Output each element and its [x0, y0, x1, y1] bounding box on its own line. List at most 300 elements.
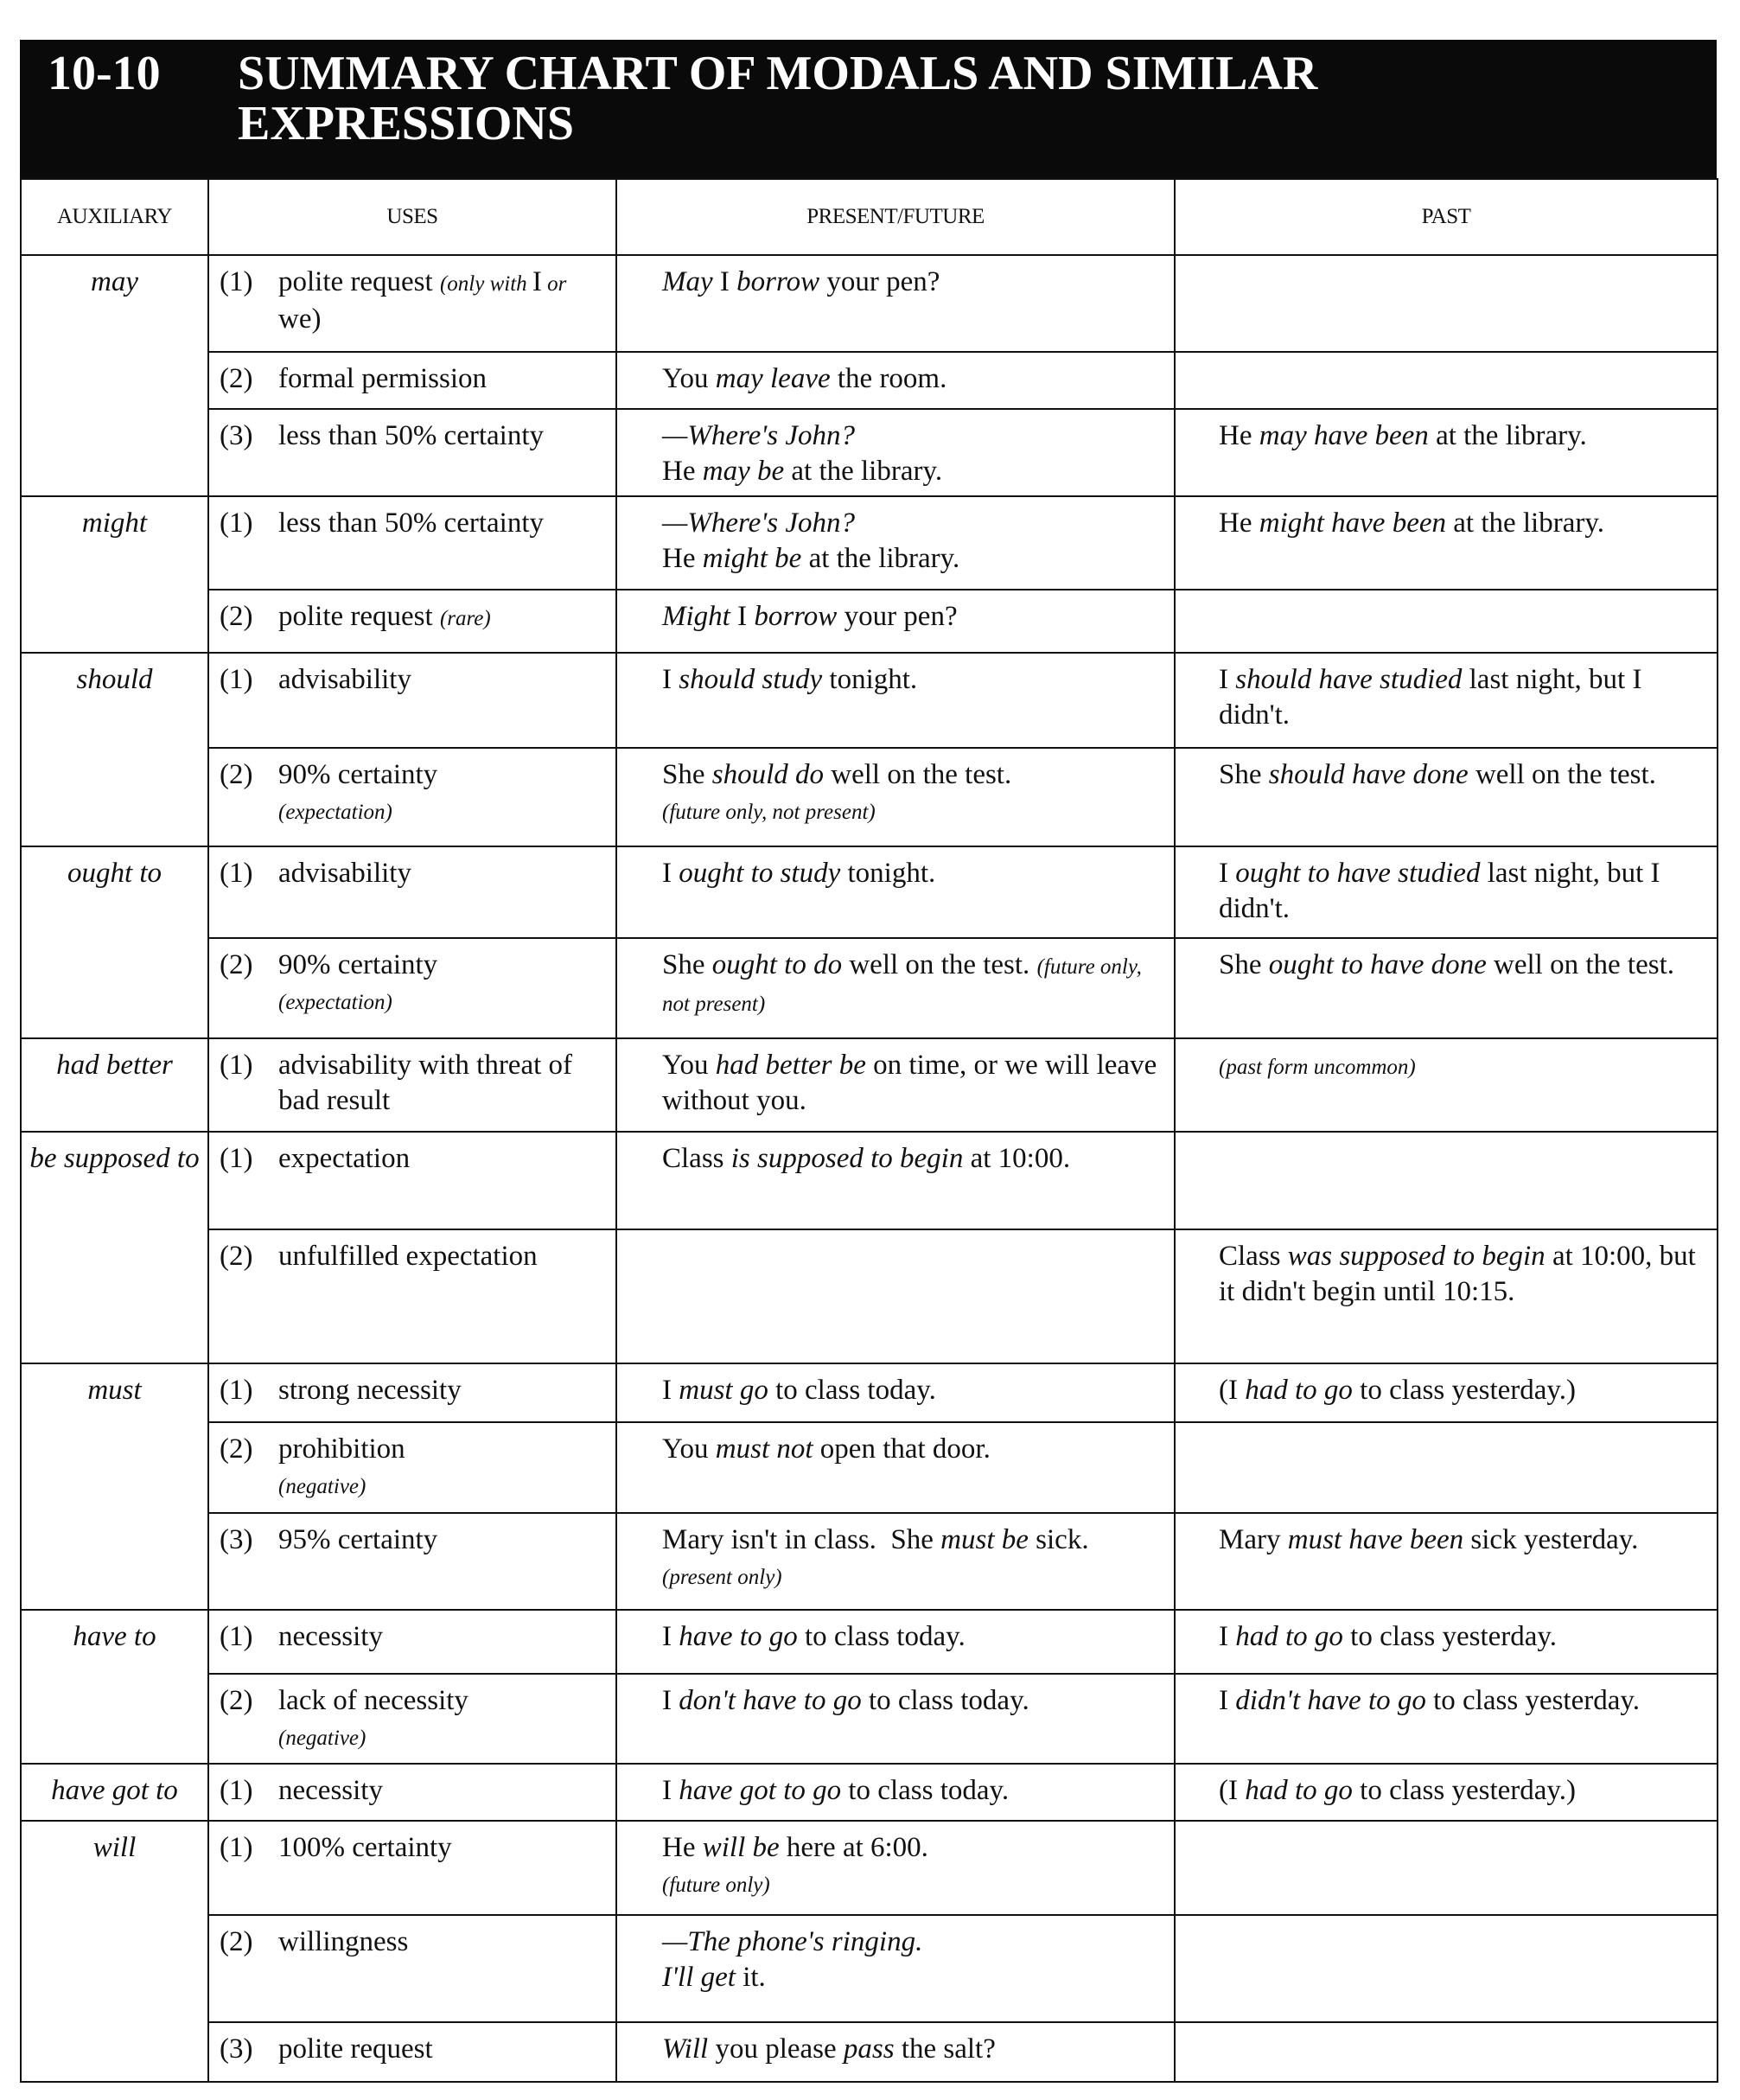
use-description: [278, 1683, 468, 1756]
use-description: [278, 361, 487, 397]
present-example-italic-text: may leave: [715, 363, 831, 394]
use-item: [220, 1773, 607, 1809]
present-example-text: He: [662, 456, 703, 487]
past-example-text: sick yesterday.: [1463, 1524, 1639, 1555]
present-example-italic-text: borrow: [736, 266, 820, 297]
present-example-text: You: [662, 1050, 716, 1081]
past-cell: [1175, 846, 1718, 938]
present-example-note: (present only): [662, 1566, 782, 1589]
uses-cell: [208, 409, 616, 496]
present-example-italic-text: should study: [679, 664, 823, 695]
use-number: (2): [220, 1926, 253, 1957]
past-example-italic-text: had to go: [1245, 1375, 1353, 1406]
present-example-text: Mary isn't in class. She: [662, 1524, 941, 1555]
past-example-text: Mary: [1219, 1524, 1288, 1555]
past-example-italic-text: might have been: [1259, 507, 1446, 539]
use-text: I: [532, 266, 542, 297]
present-example-italic-text: ought to do: [711, 949, 843, 980]
present-example-text: You: [662, 363, 716, 394]
present-example-italic-text: is supposed to begin: [730, 1143, 964, 1174]
modals-table: [20, 178, 1718, 2083]
column-header-uses: USES: [208, 179, 616, 255]
use-number: (2): [220, 949, 253, 980]
use-number: (2): [220, 1241, 253, 1272]
use-text: polite request: [278, 266, 440, 297]
present-example-text: at the library.: [801, 543, 960, 574]
uses-cell: [208, 846, 616, 938]
use-note: or: [541, 272, 572, 296]
use-description: [278, 1830, 452, 1866]
present-future-cell: [616, 1229, 1175, 1363]
past-cell: [1175, 1610, 1718, 1674]
present-example-text: I: [662, 664, 679, 695]
present-example-text: to class today.: [861, 1685, 1029, 1716]
use-note: (expectation): [278, 801, 392, 824]
use-text: willingness: [278, 1926, 409, 1957]
uses-cell: [208, 748, 616, 846]
uses-cell: [208, 1513, 616, 1610]
past-example-italic-text: was supposed to begin: [1287, 1241, 1546, 1272]
present-example-note: (future only, not present): [662, 955, 1148, 1016]
past-cell: [1175, 496, 1718, 590]
use-number: (1): [220, 1375, 253, 1406]
table-row: [21, 352, 1718, 409]
use-note: (rare): [439, 607, 491, 630]
uses-cell: [208, 1422, 616, 1513]
use-text: 90% certainty: [278, 949, 438, 980]
uses-cell: [208, 1038, 616, 1132]
present-example-italic-text: must be: [940, 1524, 1029, 1555]
past-example-text: to class yesterday.): [1352, 1375, 1577, 1406]
table-row: [21, 2022, 1718, 2082]
past-example-text: He: [1219, 507, 1259, 539]
table-row: [21, 409, 1718, 496]
table-row: [21, 1363, 1718, 1422]
present-future-cell: [616, 938, 1175, 1038]
use-item: [220, 1924, 607, 1960]
present-example-text: I: [662, 1775, 679, 1806]
auxiliary-cell: may: [21, 255, 208, 496]
use-number: (2): [220, 1433, 253, 1465]
table-row: [21, 496, 1718, 590]
present-example-text: the room.: [830, 363, 947, 394]
past-example-text: at the library.: [1446, 507, 1604, 539]
use-number: (3): [220, 420, 253, 451]
present-example-italic-text: might be: [702, 543, 802, 574]
present-example-text: the salt?: [894, 2033, 996, 2065]
present-future-cell: [616, 590, 1175, 653]
past-example-italic-text: had to go: [1235, 1621, 1343, 1652]
auxiliary-cell: had better: [21, 1038, 208, 1132]
past-cell: [1175, 255, 1718, 352]
past-cell: [1175, 1513, 1718, 1610]
past-cell: [1175, 352, 1718, 409]
present-example-italic-text: Will: [662, 2033, 709, 2065]
modals-summary-chart: [20, 40, 1717, 2083]
use-text: advisability: [278, 664, 411, 695]
past-cell: [1175, 1363, 1718, 1422]
use-item: [220, 1373, 607, 1408]
table-row: [21, 653, 1718, 748]
past-example-text: at 10:00, but it didn't begin until 10:15.: [1219, 1241, 1704, 1307]
present-example-text: your pen?: [837, 601, 958, 632]
present-future-cell: [616, 1038, 1175, 1132]
past-example-text: He: [1219, 420, 1259, 451]
use-number: (3): [220, 1524, 253, 1555]
table-row: [21, 1229, 1718, 1363]
present-example-text: She: [662, 759, 712, 790]
present-example-italic-text: pass: [843, 2033, 895, 2065]
past-cell: [1175, 1674, 1718, 1764]
table-row: [21, 748, 1718, 846]
past-cell: [1175, 409, 1718, 496]
chart-title-bar: [20, 40, 1717, 178]
past-example-italic-text: must have been: [1287, 1524, 1464, 1555]
present-future-cell: [616, 2022, 1175, 2082]
use-description: [278, 2032, 433, 2067]
use-item: [220, 757, 607, 830]
past-cell: [1175, 1132, 1718, 1229]
past-example-note: (past form uncommon): [1219, 1056, 1416, 1079]
use-number: (1): [220, 664, 253, 695]
table-row: [21, 1821, 1718, 1915]
past-example-text: I: [1219, 1621, 1236, 1652]
present-example-text: well on the test.: [842, 949, 1037, 980]
present-example-text: I: [730, 601, 755, 632]
table-row: [21, 1513, 1718, 1610]
table-row: [21, 938, 1718, 1038]
past-example-text: at the library.: [1428, 420, 1587, 451]
past-example-italic-text: ought to have studied: [1235, 858, 1481, 889]
present-future-cell: [616, 653, 1175, 748]
table-row: [21, 1674, 1718, 1764]
present-example-text: well on the test.: [831, 759, 1012, 790]
table-row: [21, 1764, 1718, 1821]
present-example-italic-text: I'll get: [662, 1962, 736, 1993]
present-example-text: I: [662, 1375, 679, 1406]
column-header-present-future: PRESENT/FUTURE: [616, 179, 1175, 255]
present-future-cell: [616, 352, 1175, 409]
table-row: [21, 1610, 1718, 1674]
auxiliary-cell: must: [21, 1363, 208, 1610]
table-row: [21, 1038, 1718, 1132]
past-cell: [1175, 938, 1718, 1038]
present-example-text: at 10:00.: [963, 1143, 1071, 1174]
use-number: (1): [220, 1621, 253, 1652]
present-example-italic-text: must go: [679, 1375, 768, 1406]
present-example-text: I: [662, 858, 679, 889]
past-cell: [1175, 2022, 1718, 2082]
past-example-text: (I: [1219, 1375, 1246, 1406]
present-future-cell: [616, 496, 1175, 590]
past-example-text: last night, but I didn't.: [1219, 858, 1667, 924]
use-number: (1): [220, 266, 253, 297]
present-example-text: at the library.: [784, 456, 943, 487]
use-text: necessity: [278, 1621, 383, 1652]
use-description: [278, 757, 437, 830]
use-item: [220, 948, 607, 1020]
present-future-cell: [616, 1674, 1175, 1764]
present-example-note: (future only): [662, 1873, 770, 1897]
use-text: less than 50% certainty: [278, 507, 544, 539]
past-example-text: well on the test.: [1486, 949, 1674, 980]
past-cell: [1175, 590, 1718, 653]
present-example-italic-text: —Where's John?: [662, 420, 856, 451]
present-future-cell: [616, 846, 1175, 938]
present-future-cell: [616, 1821, 1175, 1915]
use-note: (expectation): [278, 991, 392, 1014]
table-row: [21, 1422, 1718, 1513]
use-number: (1): [220, 1832, 253, 1863]
past-example-text: I: [1219, 858, 1236, 889]
uses-cell: [208, 1674, 616, 1764]
past-cell: [1175, 1038, 1718, 1132]
past-cell: [1175, 1764, 1718, 1821]
present-future-cell: [616, 255, 1175, 352]
present-example-text: sick.: [1028, 1524, 1096, 1555]
present-future-cell: [616, 1422, 1175, 1513]
uses-cell: [208, 1363, 616, 1422]
past-example-italic-text: should have studied: [1235, 664, 1463, 695]
past-cell: [1175, 1422, 1718, 1513]
present-example-text: on time, or we will leave without you.: [662, 1050, 1164, 1116]
use-description: [278, 1773, 383, 1809]
use-text: polite request: [278, 2033, 433, 2065]
uses-cell: [208, 496, 616, 590]
present-future-cell: [616, 748, 1175, 846]
present-example-italic-text: may be: [702, 456, 785, 487]
present-example-text: She: [662, 949, 712, 980]
present-example-italic-text: —The phone's ringing.: [662, 1926, 923, 1957]
chart-number: 10-10: [48, 47, 161, 100]
past-example-text: well on the test.: [1468, 759, 1656, 790]
present-future-cell: [616, 409, 1175, 496]
use-number: (2): [220, 363, 253, 394]
past-example-text: last night, but I didn't.: [1219, 664, 1649, 731]
present-example-text: it.: [735, 1962, 766, 1993]
present-example-text: I: [712, 266, 737, 297]
present-example-text: I: [662, 1685, 679, 1716]
past-example-text: to class yesterday.): [1352, 1775, 1577, 1806]
use-text: we): [278, 303, 322, 335]
present-example-italic-text: will be: [702, 1832, 780, 1863]
past-cell: [1175, 1821, 1718, 1915]
use-description: [278, 1924, 408, 1960]
present-example-text: to class today.: [797, 1621, 966, 1652]
uses-cell: [208, 1821, 616, 1915]
present-example-text: to class today.: [841, 1775, 1010, 1806]
use-item: [220, 1239, 607, 1274]
present-future-cell: [616, 1915, 1175, 2022]
past-cell: [1175, 653, 1718, 748]
past-example-italic-text: ought to have done: [1268, 949, 1487, 980]
use-description: [278, 1239, 538, 1274]
use-text: 90% certainty: [278, 759, 438, 790]
present-example-text: I: [662, 1621, 679, 1652]
uses-cell: [208, 2022, 616, 2082]
present-example-text: He: [662, 543, 703, 574]
auxiliary-cell: should: [21, 653, 208, 846]
use-text: less than 50% certainty: [278, 420, 544, 451]
use-number: (2): [220, 1685, 253, 1716]
past-example-text: Class: [1219, 1241, 1288, 1272]
past-example-text: I: [1219, 1685, 1236, 1716]
use-note: (only with: [439, 272, 532, 296]
uses-cell: [208, 1229, 616, 1363]
auxiliary-cell: might: [21, 496, 208, 653]
uses-cell: [208, 1132, 616, 1229]
present-example-italic-text: have to go: [679, 1621, 798, 1652]
use-description: [278, 1141, 410, 1177]
uses-cell: [208, 1915, 616, 2022]
use-item: [220, 599, 607, 636]
use-description: [278, 1373, 462, 1408]
present-future-cell: [616, 1132, 1175, 1229]
present-example-text: here at 6:00.: [786, 1832, 928, 1863]
use-number: (2): [220, 759, 253, 790]
past-example-text: I: [1219, 664, 1236, 695]
use-item: [220, 1522, 607, 1558]
use-description: [278, 506, 544, 541]
past-example-italic-text: had to go: [1245, 1775, 1353, 1806]
present-example-italic-text: don't have to go: [679, 1685, 862, 1716]
use-description: [278, 1432, 405, 1504]
past-example-text: She: [1219, 759, 1269, 790]
use-item: [220, 1432, 607, 1504]
column-header-past: PAST: [1175, 179, 1718, 255]
use-item: [220, 1141, 607, 1177]
table-row: [21, 1915, 1718, 2022]
present-future-cell: [616, 1764, 1175, 1821]
use-description: [278, 1048, 607, 1119]
present-future-cell: [616, 1363, 1175, 1422]
use-item: [220, 1683, 607, 1756]
present-example-italic-text: —Where's John?: [662, 507, 856, 539]
present-example-italic-text: May: [662, 266, 713, 297]
past-example-text: to class yesterday.: [1425, 1685, 1640, 1716]
use-item: [220, 1830, 607, 1866]
use-item: [220, 361, 607, 397]
past-example-italic-text: didn't have to go: [1235, 1685, 1426, 1716]
present-example-text: open that door.: [813, 1433, 991, 1465]
use-item: [220, 265, 607, 337]
use-text: lack of necessity: [278, 1685, 468, 1716]
past-example-italic-text: may have been: [1259, 420, 1429, 451]
uses-cell: [208, 1764, 616, 1821]
use-number: (1): [220, 858, 253, 889]
chart-title: SUMMARY CHART OF MODALS AND SIMILAR EXPRESSIONS: [238, 47, 1318, 150]
use-text: strong necessity: [278, 1375, 462, 1406]
use-number: (1): [220, 1775, 253, 1806]
past-example-text: to class yesterday.: [1342, 1621, 1558, 1652]
use-note: (negative): [278, 1727, 366, 1750]
present-example-italic-text: ought to study: [679, 858, 841, 889]
use-description: [278, 418, 544, 454]
present-example-text: you please: [708, 2033, 844, 2065]
use-text: advisability: [278, 858, 411, 889]
use-description: [278, 856, 411, 891]
present-example-italic-text: must not: [715, 1433, 813, 1465]
use-number: (1): [220, 1143, 253, 1174]
present-example-text: tonight.: [840, 858, 936, 889]
present-example-text: tonight.: [822, 664, 918, 695]
present-example-note: (future only, not present): [662, 801, 876, 824]
use-number: (2): [220, 601, 253, 632]
use-description: [278, 1522, 437, 1558]
use-item: [220, 662, 607, 698]
use-item: [220, 2032, 607, 2067]
header-row: [21, 179, 1718, 255]
uses-cell: [208, 1610, 616, 1674]
past-example-text: (I: [1219, 1775, 1246, 1806]
use-text: polite request: [278, 601, 440, 632]
use-description: [278, 1619, 383, 1655]
present-example-italic-text: should do: [711, 759, 825, 790]
present-example-italic-text: Might: [662, 601, 730, 632]
past-example-text: She: [1219, 949, 1269, 980]
use-text: 100% certainty: [278, 1832, 452, 1863]
auxiliary-cell: have got to: [21, 1764, 208, 1821]
past-cell: [1175, 748, 1718, 846]
use-description: [278, 599, 491, 636]
past-cell: [1175, 1229, 1718, 1363]
use-text: unfulfilled expectation: [278, 1241, 538, 1272]
use-text: 95% certainty: [278, 1524, 438, 1555]
table-row: [21, 1132, 1718, 1229]
use-number: (1): [220, 507, 253, 539]
present-example-text: your pen?: [819, 266, 940, 297]
use-item: [220, 1619, 607, 1655]
uses-cell: [208, 255, 616, 352]
uses-cell: [208, 653, 616, 748]
auxiliary-cell: be supposed to: [21, 1132, 208, 1363]
present-example-text: You: [662, 1433, 716, 1465]
auxiliary-cell: ought to: [21, 846, 208, 1038]
past-cell: [1175, 1915, 1718, 2022]
uses-cell: [208, 590, 616, 653]
use-item: [220, 856, 607, 891]
use-description: [278, 265, 607, 337]
column-header-auxiliary: AUXILIARY: [21, 179, 208, 255]
uses-cell: [208, 352, 616, 409]
present-future-cell: [616, 1610, 1175, 1674]
use-note: (negative): [278, 1475, 366, 1498]
present-example-italic-text: have got to go: [679, 1775, 842, 1806]
present-example-italic-text: borrow: [754, 601, 838, 632]
use-item: [220, 418, 607, 454]
uses-cell: [208, 938, 616, 1038]
present-future-cell: [616, 1513, 1175, 1610]
use-text: necessity: [278, 1775, 383, 1806]
use-number: (1): [220, 1050, 253, 1081]
use-description: [278, 662, 411, 698]
use-number: (3): [220, 2033, 253, 2065]
use-text: expectation: [278, 1143, 411, 1174]
present-example-text: to class today.: [768, 1375, 936, 1406]
use-item: [220, 1048, 607, 1119]
use-text: advisability with threat of bad result: [278, 1050, 580, 1116]
table-row: [21, 846, 1718, 938]
present-example-text: He: [662, 1832, 703, 1863]
present-example-text: Class: [662, 1143, 731, 1174]
table-row: [21, 590, 1718, 653]
past-example-italic-text: should have done: [1268, 759, 1469, 790]
use-item: [220, 506, 607, 541]
use-text: formal permission: [278, 363, 488, 394]
present-example-italic-text: had better be: [715, 1050, 866, 1081]
use-description: [278, 948, 437, 1020]
table-row: [21, 255, 1718, 352]
